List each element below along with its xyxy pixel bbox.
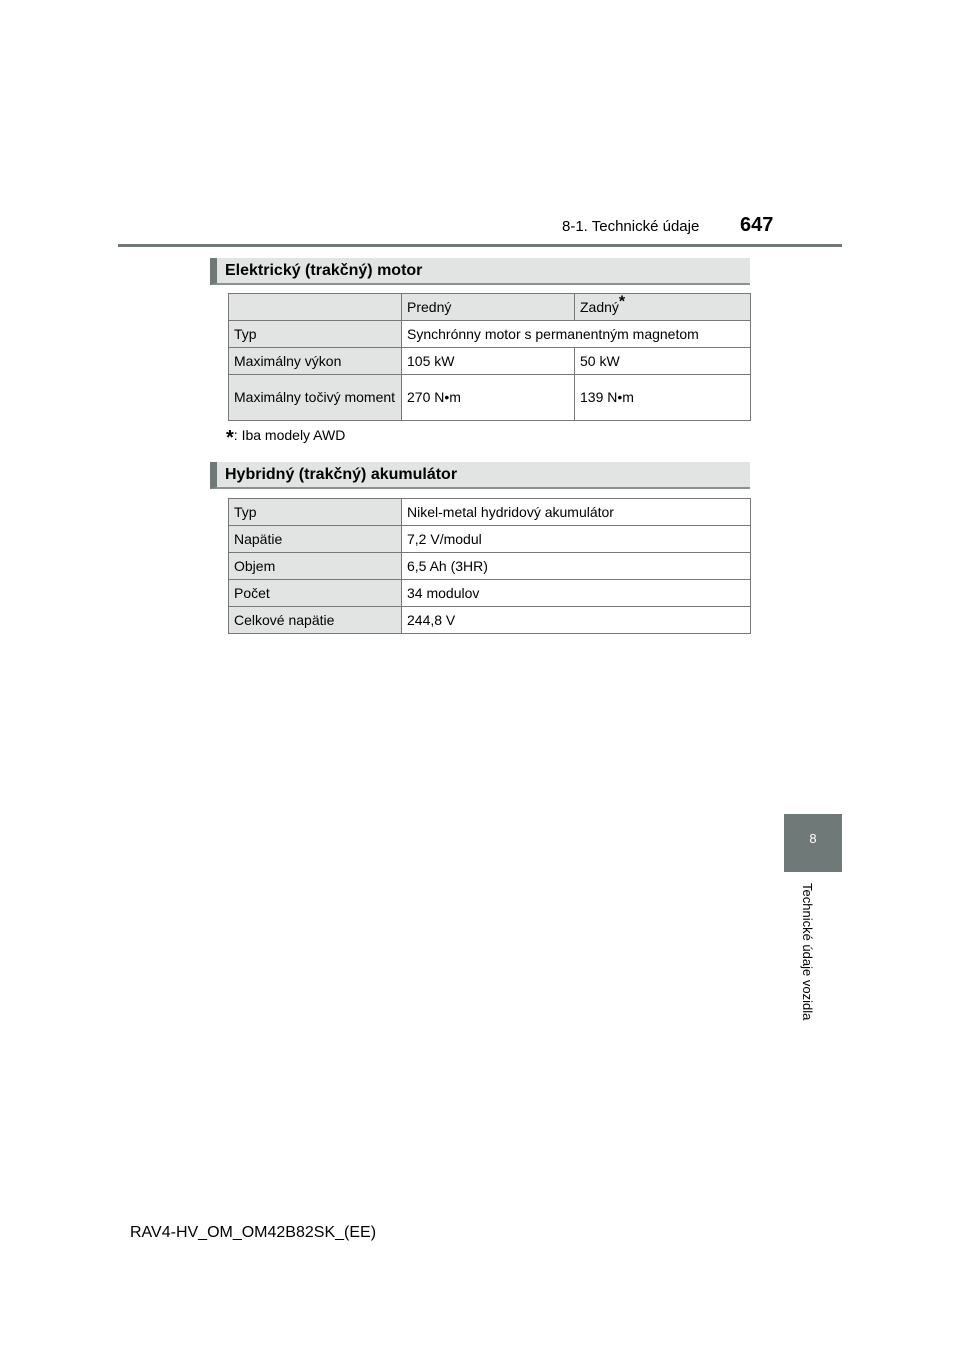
table-row xyxy=(229,553,751,580)
table-row xyxy=(229,348,751,375)
chapter-tab-label: Technické údaje vozidla xyxy=(800,883,815,1021)
page-number: 647 xyxy=(740,214,774,236)
header-cell-empty xyxy=(229,294,402,321)
header-section-title: 8-1. Technické údaje xyxy=(562,218,700,235)
row-value-front: 105 kW xyxy=(402,348,575,375)
row-value: Synchrónny motor s permanentným magnetom xyxy=(402,321,751,348)
table-row xyxy=(229,321,751,348)
motor-spec-table xyxy=(228,293,751,421)
document-code: RAV4-HV_OM_OM42B82SK_(EE) xyxy=(130,1224,377,1241)
row-label: Celkové napätie xyxy=(229,607,402,634)
row-value: 34 modulov xyxy=(402,580,751,607)
row-label: Maximálny točivý moment xyxy=(229,375,402,421)
chapter-tab: 8 xyxy=(784,814,842,872)
row-label: Maximálny výkon xyxy=(229,348,402,375)
motor-section-heading: Elektrický (trakčný) motor xyxy=(210,258,750,285)
table-header-row xyxy=(229,294,751,321)
table-row xyxy=(229,526,751,553)
table-row xyxy=(229,607,751,634)
row-label: Typ xyxy=(229,499,402,526)
table-row xyxy=(229,499,751,526)
header-cell-rear-label: Zadný xyxy=(580,299,619,315)
header-cell-front: Predný xyxy=(402,294,575,321)
row-value: 7,2 V/modul xyxy=(402,526,751,553)
row-value: 6,5 Ah (3HR) xyxy=(402,553,751,580)
row-label: Objem xyxy=(229,553,402,580)
footnote-text: : Iba modely AWD xyxy=(233,427,346,443)
battery-spec-table xyxy=(228,498,751,634)
footnote-marker: * xyxy=(618,293,626,311)
footnote-star: * xyxy=(226,427,234,449)
table-row xyxy=(229,580,751,607)
row-label: Počet xyxy=(229,580,402,607)
table-row xyxy=(229,375,751,421)
row-value-front: 270 N•m xyxy=(402,375,575,421)
header-cell-rear xyxy=(575,294,751,321)
row-value-rear: 139 N•m xyxy=(575,375,751,421)
footnote xyxy=(226,427,345,450)
row-value-rear: 50 kW xyxy=(575,348,751,375)
row-label: Typ xyxy=(229,321,402,348)
row-value: Nikel-metal hydridový akumulátor xyxy=(402,499,751,526)
row-value: 244,8 V xyxy=(402,607,751,634)
header-divider xyxy=(118,244,842,247)
row-label: Napätie xyxy=(229,526,402,553)
battery-section-heading: Hybridný (trakčný) akumulátor xyxy=(210,462,750,489)
